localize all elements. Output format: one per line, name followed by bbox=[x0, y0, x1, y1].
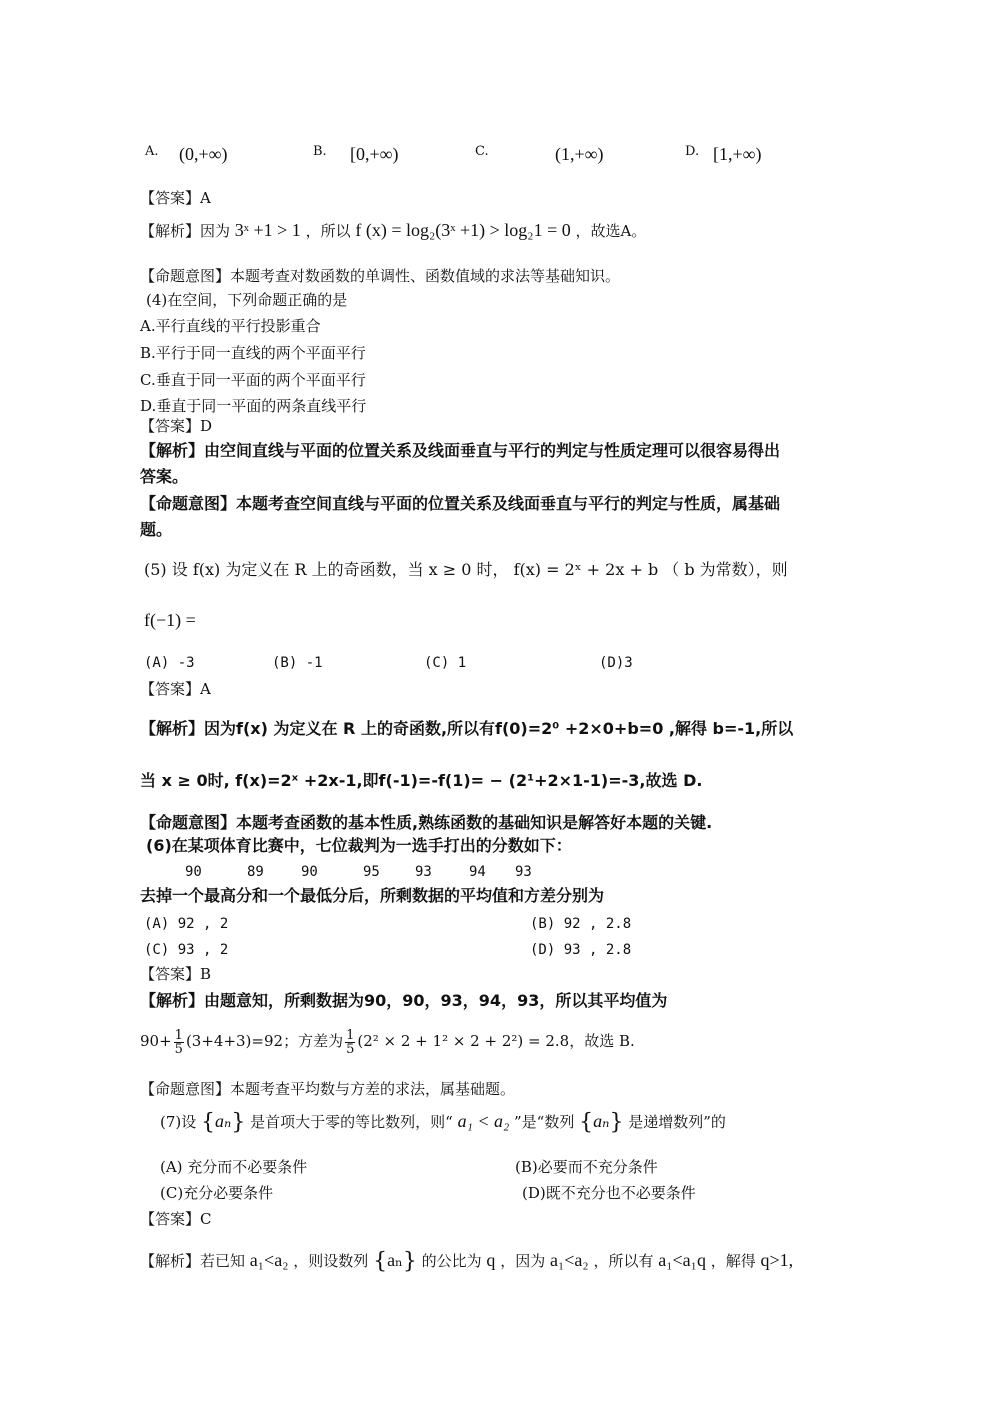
q5-analysis-line2: 当 x ≥ 0时, f(x)=2ˣ +2x-1,即f(-1)=-f(1)= − (2¹+2×1-1)=-3,故选 D. bbox=[140, 771, 703, 790]
q7-analysis-d: ，因为 bbox=[500, 1252, 546, 1270]
q3-analysis-expr2: f (x) = log₂(3ˣ +1) > log₂1 = 0 bbox=[355, 220, 571, 240]
q3-analysis-end: ，故选A。 bbox=[575, 222, 647, 240]
q5-option-d: (D)3 bbox=[599, 655, 633, 671]
q3-option-a-value: (0,+∞) bbox=[179, 144, 228, 164]
q7-cond: a₁ < a₂ bbox=[457, 1111, 510, 1131]
fraction-denominator: 5 bbox=[174, 1041, 183, 1057]
q3-analysis bbox=[140, 220, 646, 241]
q7-analysis-e: ，所以有 bbox=[593, 1252, 654, 1270]
q7-analysis-cond: a₁<a₂ bbox=[249, 1250, 289, 1270]
q5-option-b: (B) -1 bbox=[272, 655, 323, 671]
q3-option-d-letter: D. bbox=[685, 144, 700, 159]
q7-answer: 【答案】C bbox=[140, 1210, 212, 1228]
q5-option-c: (C) 1 bbox=[424, 655, 467, 671]
q3-option-a-letter: A. bbox=[145, 144, 159, 159]
q3-option-d-value: [1,+∞) bbox=[713, 144, 762, 164]
left-brace-icon: { bbox=[579, 1110, 594, 1135]
q3-options bbox=[145, 142, 865, 170]
q4-answer: 【答案】D bbox=[140, 417, 213, 435]
q6-option-a: (A) 92 , 2 bbox=[144, 916, 229, 932]
q3-answer: 【答案】A bbox=[140, 189, 211, 207]
q4-stem: (4)在空间，下列命题正确的是 bbox=[146, 291, 348, 309]
q6-option-b: (B) 92 , 2.8 bbox=[530, 916, 632, 932]
q7-seq: aₙ bbox=[387, 1250, 403, 1270]
q6-score: 94 bbox=[469, 864, 486, 880]
q6-score: 95 bbox=[363, 864, 380, 880]
q6-answer: 【答案】B bbox=[140, 965, 212, 983]
q5-options bbox=[144, 653, 744, 675]
q7-analysis-h: q>1, bbox=[760, 1250, 794, 1270]
fraction-denominator: 5 bbox=[346, 1041, 355, 1057]
q6-intent: 【命题意图】本题考查平均数与方差的求法，属基础题。 bbox=[140, 1080, 516, 1098]
q3-option-b-value: [0,+∞) bbox=[350, 144, 399, 164]
q6-scores bbox=[185, 862, 585, 882]
q6-analysis-b: (3+4+3)=92；方差为 bbox=[185, 1032, 344, 1050]
q4-intent-line2: 题。 bbox=[140, 520, 173, 539]
q3-option-c-value: (1,+∞) bbox=[555, 144, 604, 164]
q6-analysis-a: 90+ bbox=[140, 1032, 172, 1050]
q4-option-a: A.平行直线的平行投影重合 bbox=[140, 317, 321, 335]
q7-stem-c: ”是“数列 bbox=[514, 1113, 575, 1131]
q6-analysis-line2 bbox=[140, 1024, 635, 1058]
fraction bbox=[174, 1029, 184, 1056]
q5-option-a: (A) -3 bbox=[144, 655, 195, 671]
right-brace-icon: } bbox=[609, 1110, 624, 1135]
q7-analysis-a: 【解析】若已知 bbox=[140, 1252, 246, 1270]
q3-option-c-letter: C. bbox=[475, 144, 489, 159]
q3-analysis-label: 【解析】因为 bbox=[140, 222, 231, 240]
q6-analysis-line1: 【解析】由题意知，所剩数据为90，90，93，94，93，所以其平均值为 bbox=[140, 991, 668, 1010]
q7-option-d: (D)既不充分也不必要条件 bbox=[522, 1184, 696, 1202]
q4-analysis-line1: 【解析】由空间直线与平面的位置关系及线面垂直与平行的判定与性质定理可以很容易得出 bbox=[140, 441, 781, 460]
q7-seq: aₙ bbox=[215, 1111, 232, 1131]
q7-seq: aₙ bbox=[593, 1111, 610, 1131]
q7-stem-b: 是首项大于零的等比数列，则“ bbox=[250, 1113, 453, 1131]
left-brace-icon: { bbox=[201, 1110, 216, 1135]
fraction-numerator: 1 bbox=[174, 1027, 183, 1043]
q6-score: 89 bbox=[247, 864, 264, 880]
q7-option-a: (A) 充分而不必要条件 bbox=[160, 1158, 308, 1176]
q5-analysis-line1: 【解析】因为f(x) 为定义在 R 上的奇函数,所以有f(0)=2⁰ +2×0+b=0 ,解得 b=-1,所以 bbox=[140, 719, 794, 738]
right-brace-icon: } bbox=[402, 1249, 417, 1274]
left-brace-icon: { bbox=[373, 1249, 388, 1274]
q6-option-d: (D) 93 , 2.8 bbox=[530, 942, 632, 958]
q7-stem bbox=[160, 1106, 726, 1136]
q7-analysis-b: ，则设数列 bbox=[293, 1252, 369, 1270]
q6-stem: (6)在某项体育比赛中，七位裁判为一选手打出的分数如下： bbox=[146, 836, 572, 855]
q6-score: 93 bbox=[415, 864, 432, 880]
q3-intent: 【命题意图】本题考查对数函数的单调性、函数值域的求法等基础知识。 bbox=[140, 267, 621, 285]
q7-analysis-cond: a₁<a₂ bbox=[550, 1250, 589, 1270]
right-brace-icon: } bbox=[231, 1110, 246, 1135]
q6-option-c: (C) 93 , 2 bbox=[144, 942, 229, 958]
q7-analysis-c: 的公比为 bbox=[421, 1252, 482, 1270]
q7-analysis-g: ，解得 bbox=[710, 1252, 756, 1270]
q7-stem-a: (7)设 bbox=[160, 1113, 197, 1131]
q6-score: 93 bbox=[515, 864, 532, 880]
q4-option-d: D.垂直于同一平面的两条直线平行 bbox=[140, 397, 367, 415]
fraction bbox=[345, 1029, 355, 1056]
q4-option-b: B.平行于同一直线的两个平面平行 bbox=[140, 344, 366, 362]
q7-analysis bbox=[140, 1244, 793, 1276]
q7-analysis-q: q bbox=[486, 1250, 496, 1270]
q3-option-b-letter: B. bbox=[313, 144, 327, 159]
q7-analysis-f: a₁<a₁q bbox=[658, 1250, 706, 1270]
q3-analysis-mid: ，所以 bbox=[305, 222, 351, 240]
q4-intent-line1: 【命题意图】本题考查空间直线与平面的位置关系及线面垂直与平行的判定与性质，属基础 bbox=[140, 494, 781, 513]
q6-score: 90 bbox=[301, 864, 318, 880]
q3-analysis-expr1: 3ˣ +1 > 1 bbox=[234, 220, 301, 240]
q6-score: 90 bbox=[185, 864, 202, 880]
q7-stem-d: 是递增数列”的 bbox=[628, 1113, 726, 1131]
q6-analysis-c: (2² × 2 + 1² × 2 + 2²) = 2.8，故选 B. bbox=[357, 1032, 635, 1050]
q5-intent: 【命题意图】本题考查函数的基本性质,熟练函数的基础知识是解答好本题的关键. bbox=[140, 813, 713, 832]
fraction-numerator: 1 bbox=[346, 1027, 355, 1043]
q6-question: 去掉一个最高分和一个最低分后，所剩数据的平均值和方差分别为 bbox=[140, 886, 605, 905]
q4-option-c: C.垂直于同一平面的两个平面平行 bbox=[140, 371, 366, 389]
q7-option-c: (C)充分必要条件 bbox=[160, 1184, 274, 1202]
q4-analysis-line2: 答案。 bbox=[140, 467, 189, 486]
q7-option-b: (B)必要而不充分条件 bbox=[515, 1158, 658, 1176]
q5-answer: 【答案】A bbox=[140, 680, 211, 698]
q5-stem-line2: f(−1) = bbox=[144, 610, 196, 630]
q5-stem-line1: (5) 设 f(x) 为定义在 R 上的奇函数，当 x ≥ 0 时， f(x) = 2ˣ + 2x + b （ b 为常数），则 bbox=[144, 560, 788, 579]
